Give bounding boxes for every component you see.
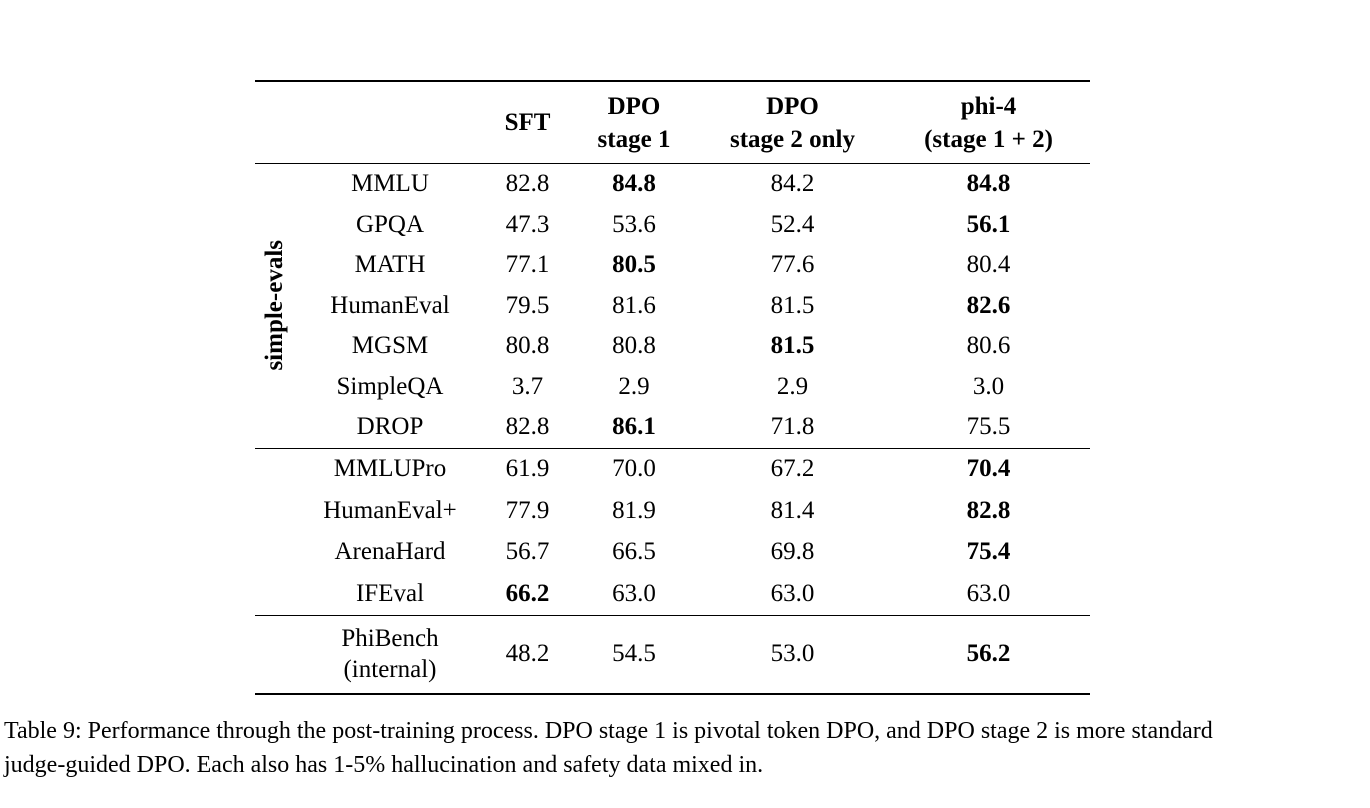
metric-label-line1: PhiBench <box>341 625 439 652</box>
table-row-phibench <box>255 616 1090 693</box>
metric-value: 66.5 <box>612 538 656 566</box>
metric-value: 84.8 <box>612 170 656 198</box>
metric-value: 63.0 <box>770 579 815 607</box>
row-group-label-simple-evals <box>255 164 295 448</box>
table-header <box>255 82 1090 163</box>
metric-value: 61.9 <box>505 455 550 483</box>
metric-value: 3.7 <box>511 372 544 400</box>
metric-value: 53.6 <box>612 210 656 238</box>
table-row-simpleqa <box>255 367 1090 408</box>
group-other-benchmarks <box>255 449 1090 615</box>
metric-value: 2.9 <box>776 372 809 400</box>
table-row-mgsm <box>255 326 1090 367</box>
metric-value: 53.0 <box>770 640 815 667</box>
row-group-label-text: simple-evals <box>261 240 288 372</box>
metric-value: 2.9 <box>618 372 650 400</box>
metric-label: SimpleQA <box>336 372 444 400</box>
metric-value: 77.1 <box>505 251 550 279</box>
column-header-sft <box>485 106 570 139</box>
table-row-drop <box>255 407 1090 448</box>
metric-value: 84.2 <box>770 170 815 198</box>
metric-label: HumanEval <box>330 291 450 319</box>
metric-value: 80.8 <box>505 332 550 360</box>
metric-value: 82.6 <box>966 291 1011 319</box>
metric-value: 70.4 <box>966 455 1011 483</box>
column-header-line1: SFT <box>504 109 551 136</box>
metric-value: 69.8 <box>770 538 815 566</box>
table-row-ifeval <box>255 573 1090 615</box>
metric-label: DROP <box>356 413 424 441</box>
metric-label <box>295 623 485 685</box>
column-header-phi4 <box>887 90 1090 156</box>
results-table <box>255 80 1090 695</box>
table-row-humaneval <box>255 286 1090 327</box>
column-header-line1: DPO <box>607 92 661 120</box>
metric-value: 80.8 <box>612 332 656 360</box>
metric-value: 81.5 <box>770 332 815 360</box>
metric-value: 79.5 <box>505 291 550 319</box>
column-header-dpo-stage2-only <box>698 90 887 156</box>
metric-label: HumanEval+ <box>323 496 457 524</box>
metric-label: ArenaHard <box>334 538 446 566</box>
metric-label: MMLU <box>351 170 429 198</box>
metric-value: 82.8 <box>505 170 550 198</box>
metric-value: 63.0 <box>966 579 1011 607</box>
metric-value: 71.8 <box>770 413 815 441</box>
table-row-mmlu <box>255 164 1090 205</box>
column-header-line2: stage 2 only <box>730 125 855 153</box>
metric-value: 75.5 <box>966 413 1011 441</box>
metric-label: IFEval <box>355 579 425 607</box>
metric-value: 66.2 <box>505 579 550 607</box>
table-row-math <box>255 245 1090 286</box>
metric-label: MGSM <box>351 332 429 360</box>
metric-value: 81.9 <box>612 496 656 524</box>
column-header-dpo-stage1 <box>570 90 698 156</box>
table-caption: Table 9: Performance through the post-training process. DPO stage 1 is pivotal token DPO, and DPO stage 2 is more standard judge-guided DPO. Each also has 1-5% hallucination and safety data mixed in. <box>4 718 1213 778</box>
metric-value: 63.0 <box>612 579 656 607</box>
metric-value: 67.2 <box>770 455 815 483</box>
table-row-arenahard <box>255 532 1090 574</box>
metric-value: 80.4 <box>966 251 1011 279</box>
rule-bottom <box>255 693 1090 695</box>
metric-value: 82.8 <box>505 413 550 441</box>
group-simple-evals <box>255 164 1090 448</box>
metric-value: 48.2 <box>505 640 550 667</box>
metric-value: 56.1 <box>966 210 1011 238</box>
metric-value: 75.4 <box>966 538 1011 566</box>
metric-label-line2: (internal) <box>343 656 437 683</box>
metric-value: 56.2 <box>966 640 1011 667</box>
metric-value: 80.5 <box>612 251 656 279</box>
column-header-line2: (stage 1 + 2) <box>924 125 1053 153</box>
table-row-mmlupro <box>255 449 1090 491</box>
column-header-line2: stage 1 <box>597 125 671 153</box>
metric-value: 54.5 <box>612 640 656 667</box>
metric-value: 86.1 <box>612 413 656 441</box>
metric-value: 52.4 <box>770 210 815 238</box>
metric-value: 81.5 <box>770 291 815 319</box>
metric-value: 3.0 <box>972 372 1005 400</box>
column-header-line1: phi-4 <box>960 92 1017 120</box>
metric-value: 56.7 <box>505 538 550 566</box>
metric-value: 70.0 <box>612 455 656 483</box>
metric-value: 81.6 <box>612 291 656 319</box>
metric-value: 80.6 <box>966 332 1011 360</box>
metric-label: MMLUPro <box>333 455 447 483</box>
table-row-humanevalplus <box>255 490 1090 532</box>
metric-value: 84.8 <box>966 170 1011 198</box>
metric-label: MATH <box>354 251 426 279</box>
metric-value: 77.6 <box>770 251 815 279</box>
group-internal <box>255 616 1090 693</box>
column-header-line1: DPO <box>766 92 819 120</box>
metric-value: 47.3 <box>505 210 550 238</box>
metric-value: 82.8 <box>966 496 1011 524</box>
metric-label: GPQA <box>355 210 425 238</box>
metric-value: 77.9 <box>505 496 550 524</box>
metric-value: 81.4 <box>770 496 815 524</box>
table-row-gpqa <box>255 205 1090 246</box>
